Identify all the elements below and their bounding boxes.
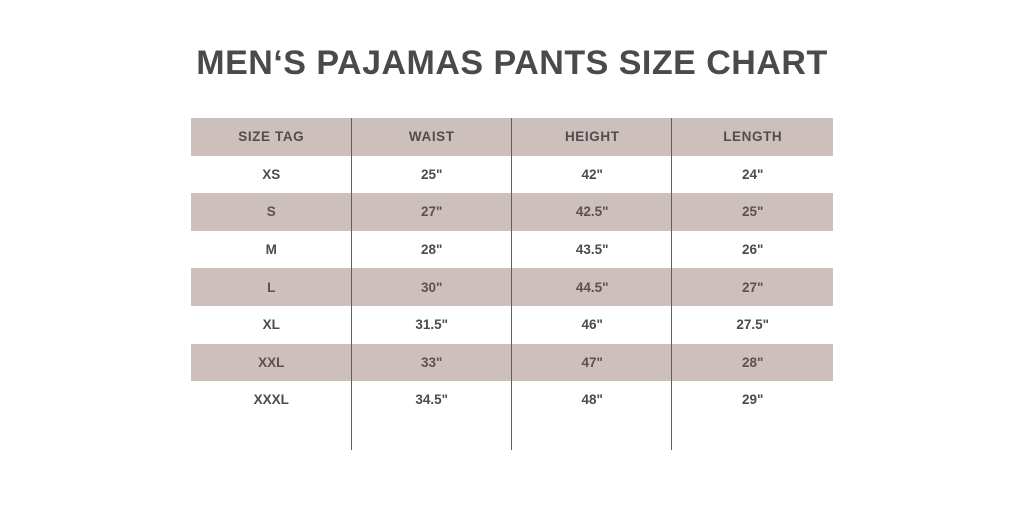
cell-length: 27.5" [673,306,834,344]
cell-length: 26" [673,231,834,269]
cell-length: 27" [673,268,834,306]
table-row [191,156,833,194]
table-header [191,118,833,156]
table-row [191,193,833,231]
cell-size-tag: XS [191,156,352,194]
table-body [191,156,833,419]
cell-size-tag: S [191,193,352,231]
cell-height: 47" [512,344,673,382]
cell-waist: 31.5" [352,306,513,344]
cell-height: 46" [512,306,673,344]
cell-waist: 33" [352,344,513,382]
column-header-length: LENGTH [673,118,834,156]
cell-length: 25" [673,193,834,231]
cell-waist: 34.5" [352,381,513,419]
cell-length: 29" [673,381,834,419]
column-divider [511,118,512,450]
size-chart-table [191,118,833,419]
column-header-size-tag: SIZE TAG [191,118,352,156]
cell-height: 48" [512,381,673,419]
table-row [191,306,833,344]
cell-length: 28" [673,344,834,382]
cell-size-tag: L [191,268,352,306]
table-row [191,231,833,269]
table-row [191,344,833,382]
cell-height: 42" [512,156,673,194]
cell-size-tag: XXXL [191,381,352,419]
cell-size-tag: XXL [191,344,352,382]
cell-size-tag: XL [191,306,352,344]
column-divider [351,118,352,450]
page-title: MEN‘S PAJAMAS PANTS SIZE CHART [196,44,828,82]
cell-waist: 27" [352,193,513,231]
cell-height: 43.5" [512,231,673,269]
column-header-height: HEIGHT [512,118,673,156]
cell-length: 24" [673,156,834,194]
size-chart-table-container [191,118,833,419]
table-row [191,268,833,306]
cell-height: 44.5" [512,268,673,306]
cell-waist: 28" [352,231,513,269]
table-header-row [191,118,833,156]
cell-size-tag: M [191,231,352,269]
cell-waist: 30" [352,268,513,306]
table-row [191,381,833,419]
column-header-waist: WAIST [352,118,513,156]
column-divider [671,118,672,450]
cell-height: 42.5" [512,193,673,231]
cell-waist: 25" [352,156,513,194]
